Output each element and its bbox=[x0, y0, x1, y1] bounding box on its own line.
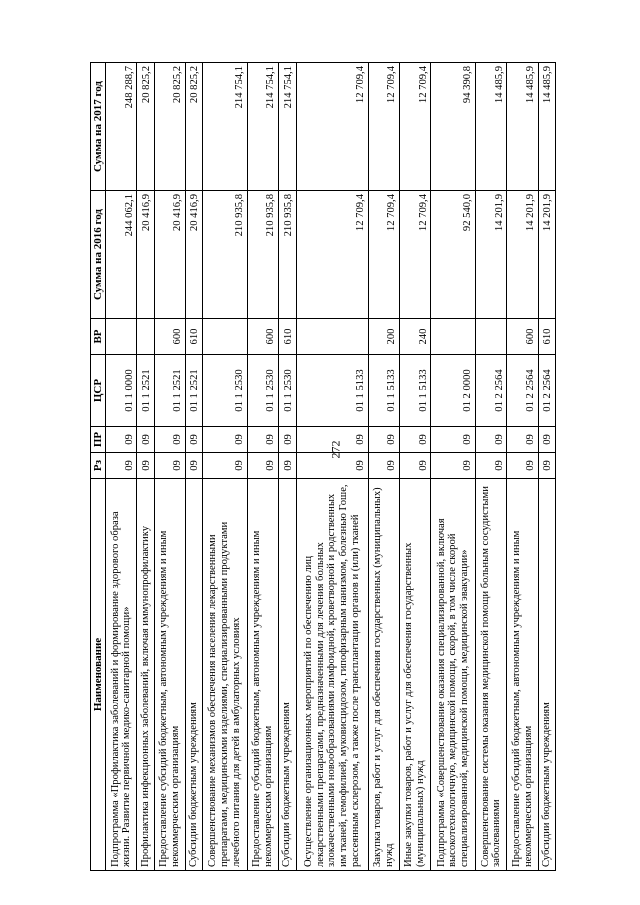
cell-vr bbox=[431, 319, 476, 355]
header-name: Наименование bbox=[91, 479, 106, 871]
cell-rz: 09 bbox=[154, 453, 185, 479]
table-row bbox=[507, 63, 538, 871]
cell-vr: 610 bbox=[279, 319, 296, 355]
page-number: 272 bbox=[328, 440, 343, 459]
cell-rz: 09 bbox=[476, 453, 507, 479]
table-row bbox=[369, 63, 400, 871]
cell-sum-2016: 92 540,0 bbox=[431, 191, 476, 319]
cell-csr: 01 1 2521 bbox=[154, 355, 185, 427]
table-row bbox=[476, 63, 507, 871]
cell-name: Субсидии бюджетным учреждениям bbox=[279, 479, 296, 871]
table-row bbox=[203, 63, 248, 871]
cell-sum-2017: 12 709,4 bbox=[369, 63, 400, 191]
cell-sum-2017: 248 288,7 bbox=[106, 63, 137, 191]
header-csr: ЦСР bbox=[91, 355, 106, 427]
cell-vr bbox=[476, 319, 507, 355]
cell-sum-2016: 210 935,8 bbox=[279, 191, 296, 319]
cell-csr: 01 1 2530 bbox=[203, 355, 248, 427]
cell-csr: 01 1 2521 bbox=[137, 355, 154, 427]
cell-vr bbox=[106, 319, 137, 355]
cell-csr: 01 1 2530 bbox=[248, 355, 279, 427]
cell-csr: 01 1 2530 bbox=[279, 355, 296, 427]
header-rz: Рз bbox=[91, 453, 106, 479]
cell-sum-2016: 244 062,1 bbox=[106, 191, 137, 319]
cell-name: Подпрограмма «Совершенствование оказания специализированной, включая высокотехнологичную, медицинской помощи, скорой, в том числе скорой специализированной, медицинской помощи, медицинской эвакуации» bbox=[431, 479, 476, 871]
cell-csr: 01 1 5133 bbox=[296, 355, 369, 427]
cell-sum-2016: 12 709,4 bbox=[400, 191, 431, 319]
header-pr: ПР bbox=[91, 427, 106, 453]
cell-sum-2016: 12 709,4 bbox=[296, 191, 369, 319]
header-sum-2017: Сумма на 2017 год bbox=[91, 63, 106, 191]
cell-rz: 09 bbox=[279, 453, 296, 479]
cell-name: Предоставление субсидий бюджетным, автономным учреждениям и иным некоммерческим организациям bbox=[507, 479, 538, 871]
cell-rz: 09 bbox=[400, 453, 431, 479]
cell-pr: 09 bbox=[106, 427, 137, 453]
cell-rz: 09 bbox=[185, 453, 202, 479]
cell-sum-2017: 14 485,9 bbox=[507, 63, 538, 191]
cell-sum-2016: 14 201,9 bbox=[538, 191, 555, 319]
cell-pr: 09 bbox=[507, 427, 538, 453]
cell-rz: 09 bbox=[203, 453, 248, 479]
cell-sum-2017: 12 709,4 bbox=[296, 63, 369, 191]
cell-name: Предоставление субсидий бюджетным, автономным учреждениям и иным некоммерческим организациям bbox=[248, 479, 279, 871]
cell-sum-2017: 14 485,9 bbox=[476, 63, 507, 191]
cell-name: Субсидии бюджетным учреждениям bbox=[185, 479, 202, 871]
cell-name: Совершенствование системы оказания медицинской помощи больным сосудистыми заболеваниями bbox=[476, 479, 507, 871]
cell-sum-2017: 214 754,1 bbox=[279, 63, 296, 191]
cell-pr: 09 bbox=[431, 427, 476, 453]
rotated-table-wrapper bbox=[90, 63, 556, 871]
cell-sum-2016: 14 201,9 bbox=[476, 191, 507, 319]
cell-sum-2016: 20 416,9 bbox=[154, 191, 185, 319]
cell-pr: 09 bbox=[137, 427, 154, 453]
cell-vr: 610 bbox=[185, 319, 202, 355]
cell-csr: 01 2 2564 bbox=[507, 355, 538, 427]
cell-pr: 09 bbox=[154, 427, 185, 453]
table-header-row bbox=[91, 63, 106, 871]
cell-name: Иные закупки товаров, работ и услуг для обеспечения государственных (муниципальных) нужд bbox=[400, 479, 431, 871]
cell-vr: 240 bbox=[400, 319, 431, 355]
cell-name: Совершенствование механизмов обеспечения населения лекарственными препаратами, медицинскими изделиями, специализированными продуктами лечебного питания для детей в амбулаторных условиях bbox=[203, 479, 248, 871]
cell-csr: 01 2 2564 bbox=[476, 355, 507, 427]
table-row bbox=[185, 63, 202, 871]
cell-sum-2017: 20 825,2 bbox=[154, 63, 185, 191]
cell-vr: 600 bbox=[154, 319, 185, 355]
cell-pr: 09 bbox=[400, 427, 431, 453]
table-row bbox=[106, 63, 137, 871]
table-row bbox=[137, 63, 154, 871]
cell-pr: 09 bbox=[279, 427, 296, 453]
cell-pr: 09 bbox=[369, 427, 400, 453]
cell-vr: 600 bbox=[507, 319, 538, 355]
cell-sum-2017: 94 390,8 bbox=[431, 63, 476, 191]
cell-vr bbox=[203, 319, 248, 355]
cell-pr: 09 bbox=[203, 427, 248, 453]
cell-rz: 09 bbox=[538, 453, 555, 479]
table-row bbox=[248, 63, 279, 871]
table-row bbox=[400, 63, 431, 871]
cell-name: Закупка товаров, работ и услуг для обеспечения государственных (муниципальных) нужд bbox=[369, 479, 400, 871]
table-row bbox=[296, 63, 369, 871]
cell-csr: 01 2 2564 bbox=[538, 355, 555, 427]
cell-rz: 09 bbox=[296, 453, 369, 479]
budget-table-sheet bbox=[90, 63, 556, 871]
cell-vr: 200 bbox=[369, 319, 400, 355]
cell-name: Субсидии бюджетным учреждениям bbox=[538, 479, 555, 871]
cell-csr: 01 1 2521 bbox=[185, 355, 202, 427]
cell-name: Подпрограмма «Профилактика заболеваний и формирование здорового образа жизни. Развитие первичной медико-санитарной помощи» bbox=[106, 479, 137, 871]
cell-rz: 09 bbox=[137, 453, 154, 479]
cell-csr: 01 1 0000 bbox=[106, 355, 137, 427]
cell-csr: 01 2 0000 bbox=[431, 355, 476, 427]
table-row bbox=[154, 63, 185, 871]
table-row bbox=[279, 63, 296, 871]
cell-csr: 01 1 5133 bbox=[369, 355, 400, 427]
cell-pr: 09 bbox=[248, 427, 279, 453]
table-row bbox=[538, 63, 555, 871]
cell-sum-2016: 210 935,8 bbox=[203, 191, 248, 319]
cell-pr: 09 bbox=[296, 427, 369, 453]
cell-sum-2017: 214 754,1 bbox=[203, 63, 248, 191]
cell-name: Профилактика инфекционных заболеваний, включая иммунопрофилактику bbox=[137, 479, 154, 871]
cell-rz: 09 bbox=[431, 453, 476, 479]
budget-table bbox=[90, 62, 556, 871]
cell-vr bbox=[296, 319, 369, 355]
cell-sum-2017: 214 754,1 bbox=[248, 63, 279, 191]
cell-pr: 09 bbox=[538, 427, 555, 453]
header-sum-2016: Сумма на 2016 год bbox=[91, 191, 106, 319]
cell-vr bbox=[137, 319, 154, 355]
cell-vr: 610 bbox=[538, 319, 555, 355]
table-row bbox=[431, 63, 476, 871]
cell-sum-2016: 20 416,9 bbox=[185, 191, 202, 319]
cell-sum-2017: 12 709,4 bbox=[400, 63, 431, 191]
cell-name: Осуществление организационных мероприятий по обеспечению лиц лекарственными препаратами, предназначенными для лечения больных злокачественными новообразованиями лимфоидной, кроветворной и родственных им тканей, гемофилией, муковисцидозом, гипофизарным нанизмом, болезнью Гоше, рассеянным склерозом, а также после трансплантации органов и (или) тканей bbox=[296, 479, 369, 871]
cell-sum-2016: 12 709,4 bbox=[369, 191, 400, 319]
cell-vr: 600 bbox=[248, 319, 279, 355]
cell-sum-2017: 14 485,9 bbox=[538, 63, 555, 191]
cell-rz: 09 bbox=[507, 453, 538, 479]
cell-rz: 09 bbox=[369, 453, 400, 479]
cell-sum-2017: 20 825,2 bbox=[185, 63, 202, 191]
cell-rz: 09 bbox=[106, 453, 137, 479]
cell-rz: 09 bbox=[248, 453, 279, 479]
cell-pr: 09 bbox=[185, 427, 202, 453]
cell-sum-2017: 20 825,2 bbox=[137, 63, 154, 191]
cell-csr: 01 1 5133 bbox=[400, 355, 431, 427]
header-vr: ВР bbox=[91, 319, 106, 355]
cell-sum-2016: 14 201,9 bbox=[507, 191, 538, 319]
cell-sum-2016: 210 935,8 bbox=[248, 191, 279, 319]
cell-pr: 09 bbox=[476, 427, 507, 453]
cell-sum-2016: 20 416,9 bbox=[137, 191, 154, 319]
cell-name: Предоставление субсидий бюджетным, автономным учреждениям и иным некоммерческим организациям bbox=[154, 479, 185, 871]
